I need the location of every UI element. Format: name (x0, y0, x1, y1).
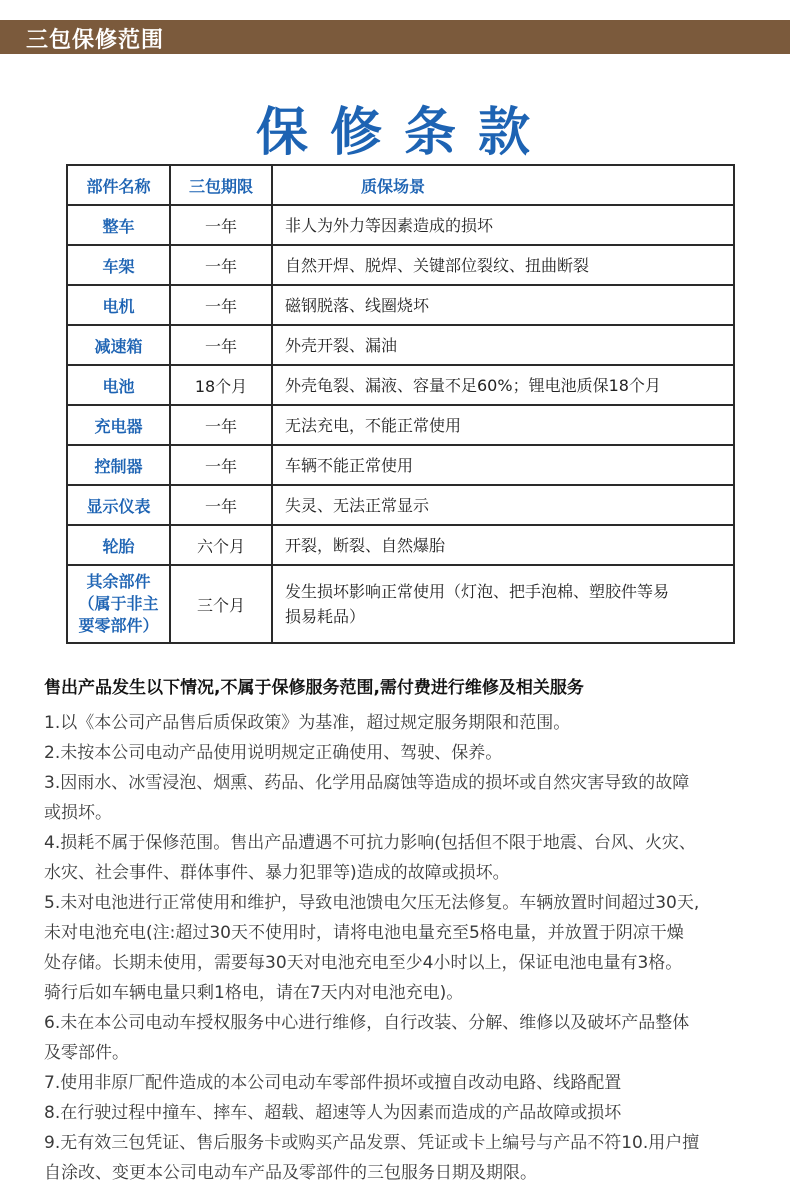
header-title: 三包保修范围 (26, 28, 165, 53)
notice-title: 售出产品发生以下情况,不属于保修服务范围,需付费进行维修及相关服务 (44, 678, 584, 698)
part-name-line: （属于非主 (78, 594, 159, 613)
scene-line: 发生损坏影响正常使用（灯泡、把手泡棉、塑胶件等易 (285, 582, 670, 601)
warranty-scene: 失灵、无法正常显示 (272, 485, 734, 525)
table-row (67, 365, 734, 405)
table-row (67, 325, 734, 365)
table-row (67, 565, 734, 643)
warranty-period: 一年 (170, 325, 272, 365)
part-name: 轮胎 (67, 525, 170, 565)
header-scene: 质保场景 (272, 165, 734, 205)
table-row (67, 445, 734, 485)
note-line: 及零部件。 (44, 1043, 129, 1063)
list-item (44, 1098, 786, 1128)
warranty-table (66, 164, 735, 644)
table-row (67, 525, 734, 565)
table-header-row (67, 165, 734, 205)
table-row (67, 245, 734, 285)
part-name: 充电器 (67, 405, 170, 445)
part-name: 减速箱 (67, 325, 170, 365)
part-name-line: 要零部件） (78, 616, 159, 635)
note-line: 水灾、社会事件、群体事件、暴力犯罪等)造成的故障或损坏。 (44, 863, 510, 883)
note-line: 2.未按本公司电动产品使用说明规定正确使用、驾驶、保养。 (44, 743, 503, 763)
warranty-scene: 自然开焊、脱焊、关键部位裂纹、扭曲断裂 (272, 245, 734, 285)
table-row (67, 205, 734, 245)
warranty-period: 18个月 (170, 365, 272, 405)
warranty-scene: 非人为外力等因素造成的损坏 (272, 205, 734, 245)
list-item (44, 768, 786, 828)
part-name: 控制器 (67, 445, 170, 485)
header-part: 部件名称 (67, 165, 170, 205)
part-name: 电机 (67, 285, 170, 325)
warranty-period: 三个月 (170, 565, 272, 643)
list-item (44, 828, 786, 888)
note-line: 自涂改、变更本公司电动车产品及零部件的三包服务日期及期限。 (44, 1163, 537, 1183)
part-name (67, 565, 170, 643)
note-line: 5.未对电池进行正常使用和维护，导致电池馈电欠压无法修复。车辆放置时间超过30天, (44, 893, 700, 913)
list-item (44, 1128, 786, 1188)
warranty-period: 一年 (170, 205, 272, 245)
page-title: 保修条款 (255, 103, 552, 163)
note-line: 3.因雨水、冰雪浸泡、烟熏、药品、化学用品腐蚀等造成的损坏或自然灾害导致的故障 (44, 773, 690, 793)
part-name: 电池 (67, 365, 170, 405)
part-name-line: 其余部件 (86, 572, 151, 591)
warranty-period: 一年 (170, 445, 272, 485)
warranty-period: 一年 (170, 405, 272, 445)
warranty-scene: 磁钢脱落、线圈烧坏 (272, 285, 734, 325)
list-item (44, 1008, 786, 1068)
list-item (44, 738, 786, 768)
warranty-period: 一年 (170, 285, 272, 325)
warranty-scene: 外壳开裂、漏油 (272, 325, 734, 365)
table-row (67, 485, 734, 525)
header-period: 三包期限 (170, 165, 272, 205)
list-item (44, 888, 786, 1008)
note-line: 8.在行驶过程中撞车、摔车、超载、超速等人为因素而造成的产品故障或损坏 (44, 1103, 622, 1123)
note-line: 或损坏。 (44, 803, 112, 823)
note-line: 7.使用非原厂配件造成的本公司电动车零部件损坏或擅自改动电路、线路配置 (44, 1073, 622, 1093)
warranty-scene: 车辆不能正常使用 (272, 445, 734, 485)
part-name: 显示仪表 (67, 485, 170, 525)
warranty-scene (272, 565, 734, 643)
note-line: 9.无有效三包凭证、售后服务卡或购买产品发票、凭证或卡上编号与产品不符10.用户擅 (44, 1133, 700, 1153)
note-line: 未对电池充电(注:超过30天不使用时，请将电池电量充至5格电量，并放置于阴凉干燥 (44, 923, 684, 943)
scene-line: 损易耗品） (285, 607, 366, 626)
warranty-period: 一年 (170, 485, 272, 525)
list-item (44, 708, 786, 738)
note-line: 骑行后如车辆电量只剩1格电，请在7天内对电池充电)。 (44, 983, 464, 1003)
note-line: 1.以《本公司产品售后质保政策》为基准，超过规定服务期限和范围。 (44, 713, 571, 733)
note-line: 4.损耗不属于保修范围。售出产品遭遇不可抗力影响(包括但不限于地震、台风、火灾、 (44, 833, 696, 853)
warranty-period: 六个月 (170, 525, 272, 565)
table-row (67, 285, 734, 325)
note-line: 6.未在本公司电动车授权服务中心进行维修，自行改装、分解、维修以及破坏产品整体 (44, 1013, 690, 1033)
list-item (44, 1068, 786, 1098)
part-name: 整车 (67, 205, 170, 245)
warranty-scene: 外壳龟裂、漏液、容量不足60%；锂电池质保18个月 (272, 365, 734, 405)
exclusion-list (44, 708, 786, 1188)
part-name: 车架 (67, 245, 170, 285)
note-line: 处存储。长期未使用，需要每30天对电池充电至少4小时以上，保证电池电量有3格。 (44, 953, 683, 973)
warranty-period: 一年 (170, 245, 272, 285)
warranty-scene: 无法充电，不能正常使用 (272, 405, 734, 445)
table-row (67, 405, 734, 445)
warranty-scene: 开裂，断裂、自然爆胎 (272, 525, 734, 565)
